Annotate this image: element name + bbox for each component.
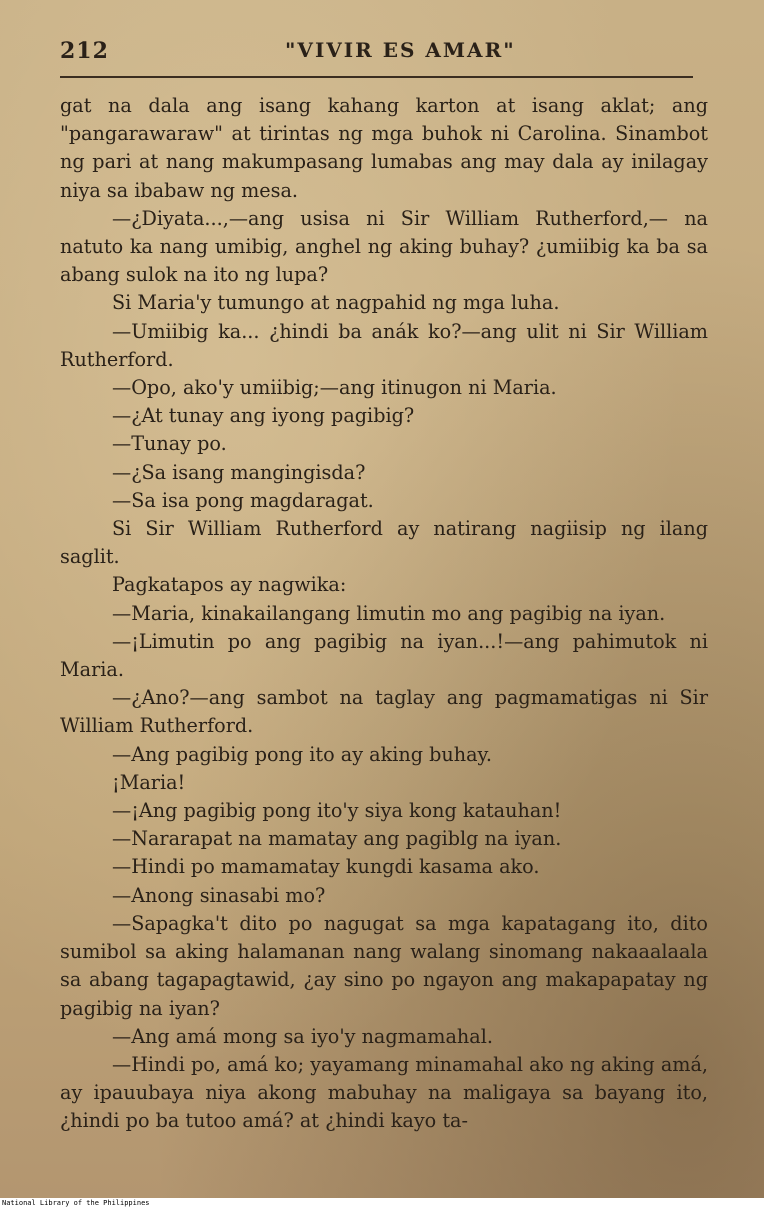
running-title: "VIVIR ES AMAR" — [285, 38, 516, 62]
running-head — [60, 38, 700, 68]
paragraph: —Tunay po. — [112, 432, 227, 456]
paragraph: —¡Ang pagibig pong ito'y siya kong katauhan! — [112, 799, 562, 823]
paragraph: —Sa isa pong magdaragat. — [112, 488, 374, 512]
paragraph: —Sapagka't dito po nagugat sa mga kapatagang ito, dito sumibol sa aking halamanan nang walang sinomang nakaaalaala sa abang tagapagtawid, ¿ay sino po ngayon ang makapapatay ng pagibig na iyan? — [60, 911, 708, 1020]
page-number: 212 — [60, 38, 109, 64]
paragraph: —Anong sinasabi mo? — [112, 883, 326, 907]
paragraph: —¿Diyata...,—ang usisa ni Sir William Rutherford,— na natuto ka nang umibig, anghel ng aking buhay? ¿umiibig ka ba sa abang sulok na ito ng lupa? — [60, 206, 708, 287]
paragraph: —Maria, kinakailangang limutin mo ang pagibig na iyan. — [112, 601, 666, 625]
paragraph: gat na dala ang isang kahang karton at isang aklat; ang "pangarawaraw" at tirintas ng mga buhok ni Carolina. Sinambot ng pari at nang makumpasang lumabas ang may dala ay inilagay niya sa ibabaw ng mesa. — [60, 94, 708, 202]
library-credit: National Library of the Philippines — [2, 1199, 150, 1207]
paragraph: —¡Limutin po ang pagibig na iyan...!—ang pahimutok ni Maria. — [60, 629, 708, 682]
paragraph: —¿Ano?—ang sambot na taglay ang pagmamatigas ni Sir William Rutherford. — [60, 686, 708, 738]
paragraph: Si Maria'y tumungo at nagpahid ng mga luha. — [112, 291, 560, 315]
paragraph: —Ang pagibig pong ito ay aking buhay. — [112, 742, 492, 766]
paragraph: —Nararapat na mamatay ang pagiblg na iyan. — [112, 827, 562, 851]
paragraph: —Hindi po, amá ko; yayamang minamahal ako ng aking amá, ay ipauubaya niya akong mabuhay na maligaya sa bayang ito, ¿hindi po ba tutoo amá? at ¿hindi kayo ta- — [60, 1052, 708, 1133]
paragraph: Pagkatapos ay nagwika: — [112, 573, 347, 597]
paragraph: —¿Sa isang mangingisda? — [112, 460, 366, 484]
header-rule — [60, 76, 693, 78]
paragraph: —Opo, ako'y umiibig;—ang itinugon ni Maria. — [112, 376, 557, 400]
paragraph: Si Sir William Rutherford ay natirang nagiisip ng ilang saglit. — [60, 517, 708, 569]
body-text — [60, 92, 708, 1136]
paragraph: —¿At tunay ang iyong pagibig? — [112, 404, 415, 428]
paragraph: —Hindi po mamamatay kungdi kasama ako. — [112, 855, 540, 879]
paragraph: —Ang amá mong sa iyo'y nagmamahal. — [112, 1024, 493, 1048]
paragraph: ¡Maria! — [112, 770, 186, 794]
paragraph: —Umiibig ka... ¿hindi ba anák ko?—ang ulit ni Sir William Rutherford. — [60, 319, 708, 371]
